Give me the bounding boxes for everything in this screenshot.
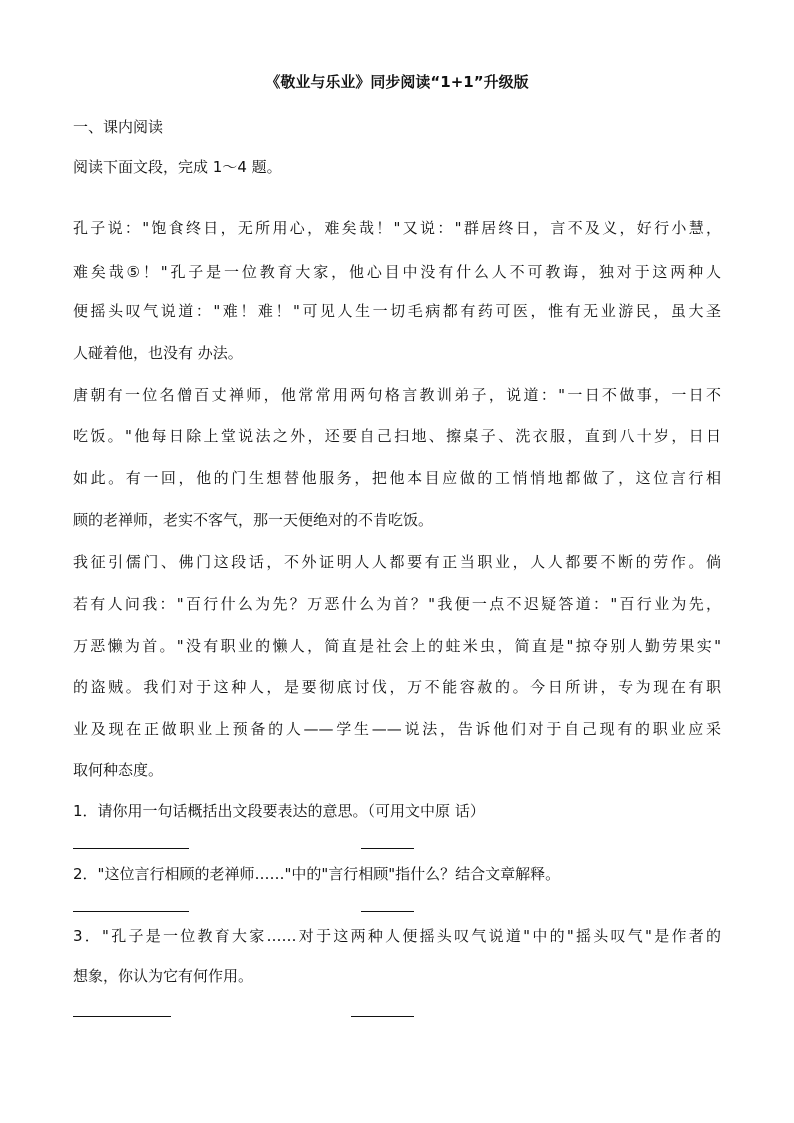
document-title: 《敬业与乐业》同步阅读“1+1”升级版: [265, 73, 529, 91]
passage-line: 我征引儒门、佛门这段话，不外证明人人都要有正当职业，人人都要不断的劳作。倘: [73, 553, 721, 571]
passage-line: 若有人问我："百行什么为先？万恶什么为首？"我便一点不迟疑答道："百行业为先，: [73, 595, 721, 613]
passage-line: 如此。有一回，他的门生想替他服务，把他本目应做的工悄悄地都做了，这位言行相: [73, 469, 721, 487]
answer-blank[interactable]: [73, 848, 189, 849]
passage-line: 便摇头叹气说道："难！难！"可见人生一切毛病都有药可医，惟有无业游民，虽大圣: [73, 302, 721, 320]
passage-line: 的盗贼。我们对于这种人，是要彻底讨伐，万不能容赦的。今日所讲，专为现在有职: [73, 678, 721, 696]
passage-line: 唐朝有一位名僧百丈禅师，他常常用两句格言教训弟子，说道："一日不做事，一日不: [73, 386, 721, 404]
section-heading: 一、课内阅读: [73, 118, 164, 136]
passage-line: 业及现在正做职业上预备的人——学生——说法，告诉他们对于自己现有的职业应采: [73, 720, 721, 738]
passage-line: 孔子说："饱食终日，无所用心，难矣哉！"又说："群居终日，言不及义，好行小慧，: [73, 219, 721, 237]
answer-blank[interactable]: [73, 911, 189, 912]
question-3-continuation: 想象，你认为它有何作用。: [73, 967, 254, 985]
passage-line: 吃饭。"他每日除上堂说法之外，还要自己扫地、擦桌子、洗衣服，直到八十岁，日日: [73, 427, 721, 445]
question-3: 3．"孔子是一位教育大家……对于这两种人便摇头叹气说道"中的"摇头叹气"是作者的: [73, 927, 721, 945]
passage-line: 万恶懒为首。"没有职业的懒人，简直是社会上的蛀米虫，简直是"掠夺别人勤劳果实": [73, 637, 721, 655]
question-2: 2．"这位言行相顾的老禅师……"中的"言行相顾"指什么？结合文章解释。: [73, 865, 561, 883]
answer-blank[interactable]: [361, 848, 414, 849]
passage-line: 取何种态度。: [73, 761, 164, 779]
question-1: 1．请你用一句话概括出文段要表达的意思。（可用文中原 话）: [73, 802, 485, 820]
answer-blank[interactable]: [361, 911, 414, 912]
passage-line: 顾的老禅师，老实不客气，那一天便绝对的不肯吃饭。: [73, 511, 434, 529]
instruction-text: 阅读下面文段，完成 1～4 题。: [73, 158, 282, 176]
passage-line: 人碰着他，也没有 办法。: [73, 344, 243, 362]
answer-blank[interactable]: [73, 1016, 171, 1017]
passage-line: 难矣哉⑤！"孔子是一位教育大家，他心目中没有什么人不可教诲，独对于这两种人: [73, 263, 721, 281]
answer-blank[interactable]: [351, 1016, 414, 1017]
